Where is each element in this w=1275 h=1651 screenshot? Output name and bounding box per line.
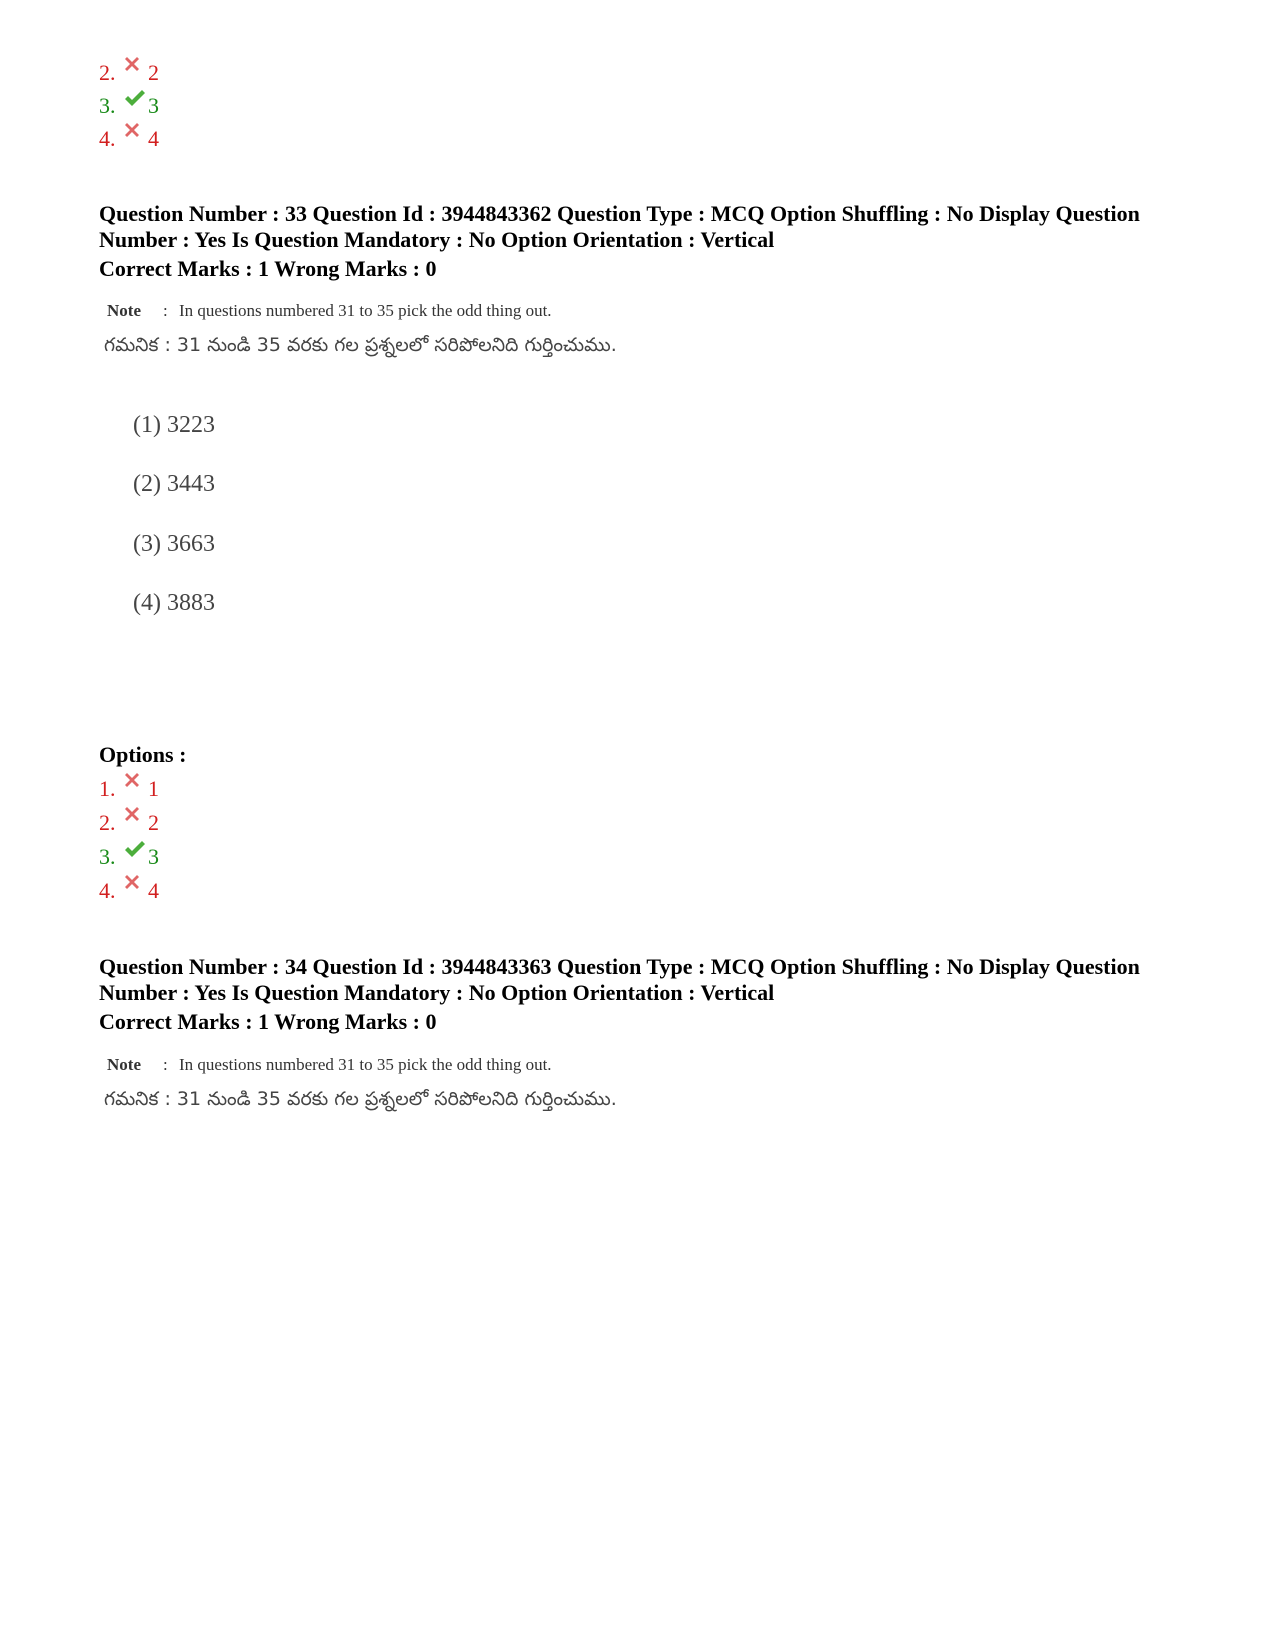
cross-icon <box>124 874 148 890</box>
check-icon <box>124 89 148 107</box>
cross-icon <box>124 806 148 822</box>
choice-1: (1) 3223 <box>133 412 215 438</box>
choice-2: (2) 3443 <box>133 471 215 497</box>
option-line: 3. 3 <box>99 93 159 119</box>
check-icon <box>124 840 148 858</box>
option-line: 3. 3 <box>99 844 159 870</box>
choice-3: (3) 3663 <box>133 531 215 557</box>
option-line: 2. 2 <box>99 60 159 86</box>
choice-4: (4) 3883 <box>133 590 215 616</box>
question-34-marks: Correct Marks : 1 Wrong Marks : 0 <box>99 1009 437 1034</box>
question-34-note-te: గమనిక : 31 నుండి 35 వరకు గల ప్రశ్నలలో సరిపోలనిది గుర్తించుము. <box>104 1088 617 1110</box>
question-33-note-te: గమనిక : 31 నుండి 35 వరకు గల ప్రశ్నలలో సరిపోలనిది గుర్తించుము. <box>104 334 617 356</box>
question-34-note-en: Note : In questions numbered 31 to 35 pick the odd thing out. <box>107 1055 552 1074</box>
cross-icon <box>124 56 148 72</box>
option-line: 2. 2 <box>99 810 159 836</box>
options-label: Options : <box>99 742 187 767</box>
cross-icon <box>124 122 148 138</box>
question-33-marks: Correct Marks : 1 Wrong Marks : 0 <box>99 256 437 281</box>
option-line: 4. 4 <box>99 878 159 904</box>
option-line: 1. 1 <box>99 776 159 802</box>
cross-icon <box>124 772 148 788</box>
question-33-note-en: Note : In questions numbered 31 to 35 pick the odd thing out. <box>107 301 552 320</box>
option-line: 4. 4 <box>99 126 159 152</box>
question-33-meta: Question Number : 33 Question Id : 3944843362 Question Type : MCQ Option Shuffling : No Display Question Number : Yes Is Question Mandatory : No Option Orientation : Vertical <box>99 201 1140 252</box>
question-34-meta: Question Number : 34 Question Id : 3944843363 Question Type : MCQ Option Shuffling : No Display Question Number : Yes Is Question Mandatory : No Option Orientation : Vertical <box>99 954 1140 1005</box>
